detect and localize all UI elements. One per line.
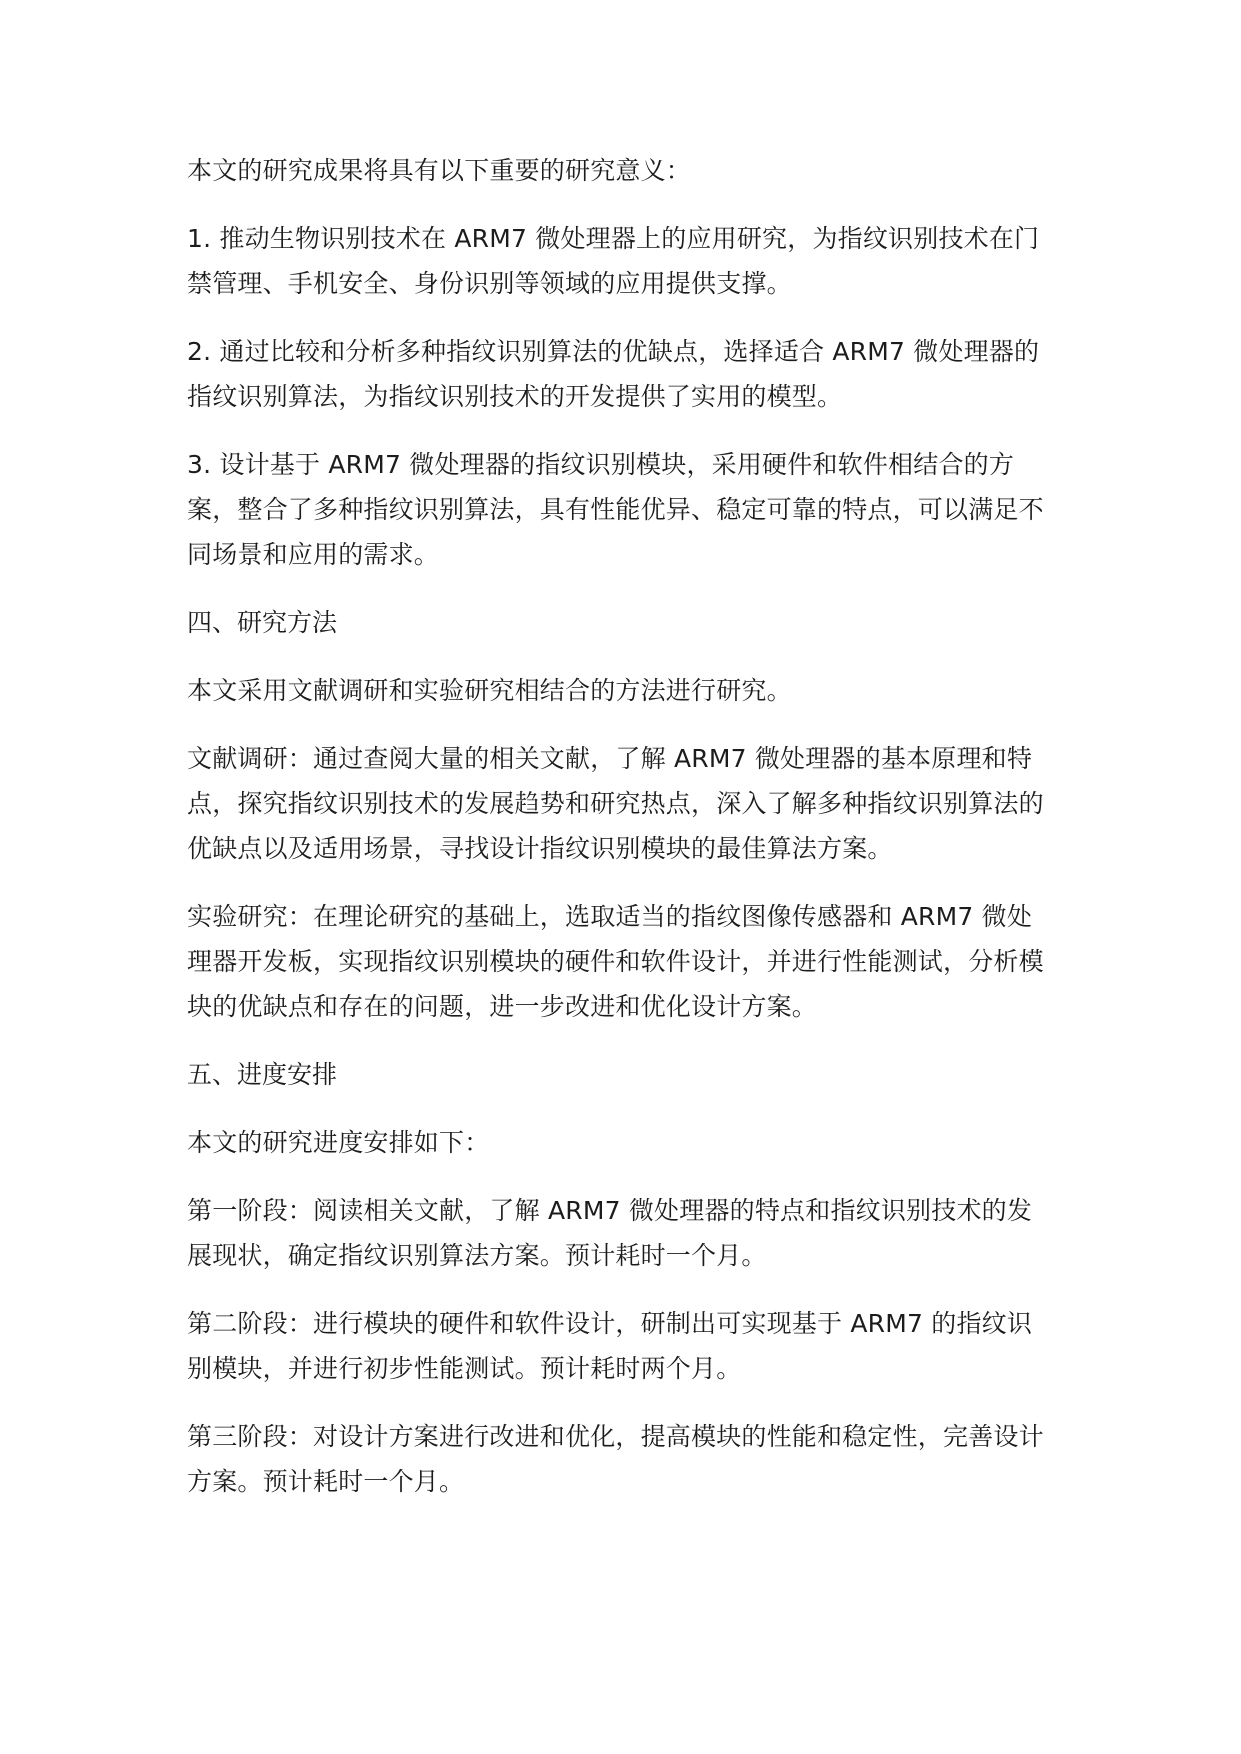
schedule-stage-1: 第一阶段：阅读相关文献，了解 ARM7 微处理器的特点和指纹识别技术的发展现状，确定指纹识别算法方案。预计耗时一个月。 [187,1196,1033,1270]
schedule-summary: 本文的研究进度安排如下： [187,1128,490,1157]
methods-heading: 四、研究方法 [187,608,338,637]
document-page [187,148,1057,1527]
experiment-paragraph: 实验研究：在理论研究的基础上，选取适当的指纹图像传感器和 ARM7 微处理器开发板，实现指纹识别模块的硬件和软件设计，并进行性能测试，分析模块的优缺点和存在的问题，进一步改进和优化设计方案。 [187,902,1044,1021]
schedule-stage-3: 第三阶段：对设计方案进行改进和优化，提高模块的性能和稳定性，完善设计方案。预计耗时一个月。 [187,1422,1044,1496]
schedule-heading: 五、进度安排 [187,1060,338,1089]
schedule-stage-2: 第二阶段：进行模块的硬件和软件设计，研制出可实现基于 ARM7 的指纹识别模块，并进行初步性能测试。预计耗时两个月。 [187,1309,1033,1383]
literature-review-paragraph: 文献调研：通过查阅大量的相关文献，了解 ARM7 微处理器的基本原理和特点，探究指纹识别技术的发展趋势和研究热点，深入了解多种指纹识别算法的优缺点以及适用场景，寻找设计指纹识别模块的最佳算法方案。 [187,744,1044,863]
methods-summary: 本文采用文献调研和实验研究相结合的方法进行研究。 [187,676,792,705]
significance-item-2: 2. 通过比较和分析多种指纹识别算法的优缺点，选择适合 ARM7 微处理器的指纹识别算法，为指纹识别技术的开发提供了实用的模型。 [187,337,1040,411]
intro-paragraph: 本文的研究成果将具有以下重要的研究意义： [187,156,692,185]
significance-item-3: 3. 设计基于 ARM7 微处理器的指纹识别模块，采用硬件和软件相结合的方案，整合了多种指纹识别算法，具有性能优异、稳定可靠的特点，可以满足不同场景和应用的需求。 [187,450,1044,569]
significance-item-1: 1. 推动生物识别技术在 ARM7 微处理器上的应用研究，为指纹识别技术在门禁管理、手机安全、身份识别等领域的应用提供支撑。 [187,224,1040,298]
